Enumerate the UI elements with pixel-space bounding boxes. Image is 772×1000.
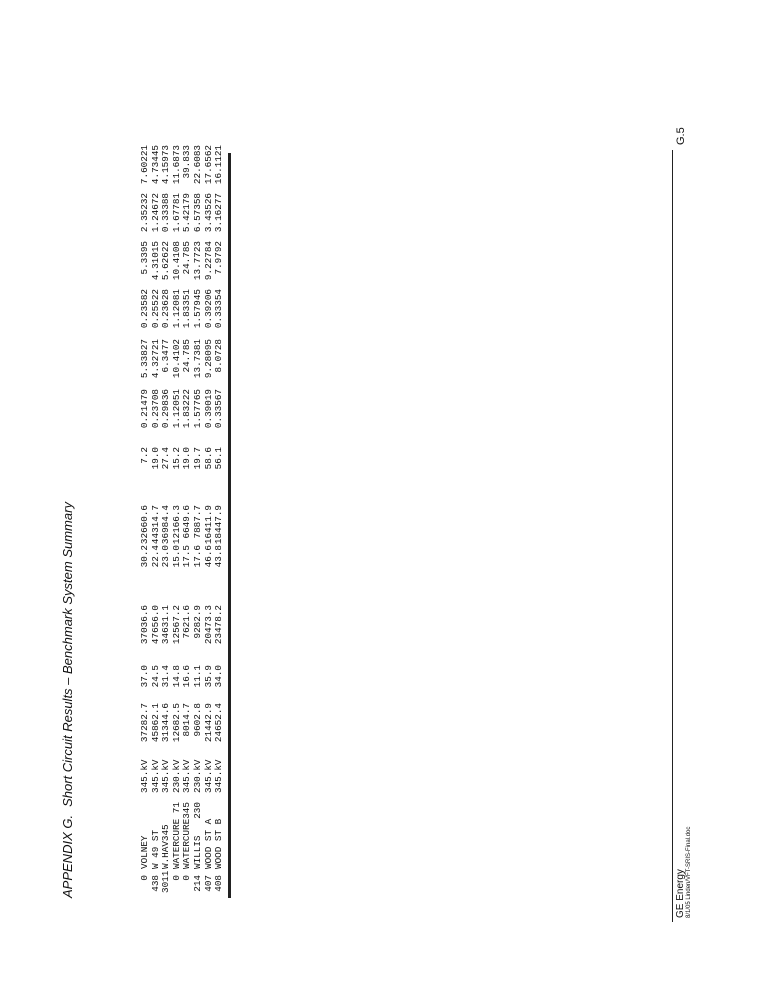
table-cell: 36984.4 (160, 505, 172, 545)
table-cell: 1.67781 (170, 193, 182, 233)
table-cell: 44314.7 (149, 505, 161, 545)
table-row (193, 145, 204, 893)
table-cell: 18447.9 (213, 505, 225, 545)
page-number: G.5 (675, 127, 687, 145)
table-cell: 16.6 (181, 665, 193, 688)
table-cell: 37282.7 (139, 703, 150, 743)
table-cell: 7.60221 (139, 145, 150, 185)
short-circuit-table (140, 145, 225, 893)
table-cell: 0.33354 (213, 289, 225, 329)
table-cell: 23.0 (160, 545, 172, 568)
table-cell: 6649.6 (181, 505, 193, 539)
table-cell: 14.8 (170, 665, 182, 688)
table-cell: 4.31015 (149, 241, 161, 281)
table-cell: 19.0 (181, 447, 193, 470)
table-cell: 4.73445 (149, 145, 161, 185)
table-cell: 3011 (160, 870, 172, 893)
table-cell: 22.6083 (191, 145, 203, 185)
table-cell: 1.57765 (191, 389, 203, 429)
table-cell: 0.21479 (139, 389, 150, 429)
table-cell: 43.8 (213, 545, 225, 568)
table-cell: 0.39206 (202, 289, 214, 329)
table-cell: WILLIS 230 (191, 802, 203, 869)
appendix-label: APPENDIX G. (60, 814, 75, 898)
table-cell: 8014.7 (181, 703, 193, 737)
table-cell: 24.5 (149, 665, 161, 688)
table-cell: WOOD ST B (213, 818, 225, 869)
table-cell: 32660.6 (139, 505, 150, 545)
table-cell: 8.0728 (213, 339, 225, 373)
table-cell: 0.25522 (149, 289, 161, 329)
table-cell: 20473.3 (202, 605, 214, 645)
table-cell: 17.6562 (202, 145, 214, 185)
table-cell: 7.2 (139, 447, 150, 464)
table-cell: 0.23628 (160, 289, 172, 329)
table-cell: 34631.1 (160, 605, 172, 645)
table-cell: WATERCURE345 (181, 802, 193, 869)
table-cell: W.HAV345 (160, 824, 172, 869)
table-cell: 3.43526 (202, 193, 214, 233)
table-cell: 24.785 (181, 339, 193, 373)
table-cell: 0 (170, 875, 182, 881)
table-cell: 0.23582 (139, 289, 150, 329)
table-cell: 15.0 (170, 545, 182, 568)
table-cell: 345.kV (139, 759, 150, 793)
table-cell: W 49 ST (149, 829, 161, 869)
table-cell: 56.1 (213, 447, 225, 470)
table-cell: 12682.5 (170, 703, 182, 743)
table-cell: 0 (181, 875, 193, 881)
table-cell: 22.4 (149, 545, 161, 568)
table-cell: 37036.6 (139, 605, 150, 645)
table-cell: 7887.7 (191, 505, 203, 539)
table-cell: 11.6873 (170, 145, 182, 185)
table-cell: 11.1 (191, 665, 203, 688)
table-cell: 408 (213, 875, 225, 892)
table-cell: 37.0 (139, 665, 150, 688)
table-cell: 214 (191, 875, 203, 892)
table-cell: 47656.0 (149, 605, 161, 645)
table-cell: 45862.1 (149, 703, 161, 743)
table-cell: 15.2 (170, 447, 182, 470)
footer-file-path: 8/1/05 Linden/VFT-SRIS-Final.doc (686, 826, 692, 918)
table-cell: 9.28095 (202, 339, 214, 379)
table-cell: 1.83351 (181, 289, 193, 329)
table-cell: 31344.6 (160, 703, 172, 743)
table-cell: 13.7723 (191, 241, 203, 281)
table-cell: 16.1121 (213, 145, 225, 185)
table-cell: 19.0 (149, 447, 161, 470)
table-cell: 230.kV (170, 759, 182, 793)
table-cell: 5.3395 (139, 241, 150, 275)
footer-company: GE Energy (675, 869, 686, 918)
table-cell: 0.33388 (160, 193, 172, 233)
table-cell: 21442.9 (202, 703, 214, 743)
table-cell: 438 (149, 875, 161, 892)
table-cell: 7621.6 (181, 605, 193, 639)
table-cell: 10.4102 (170, 339, 182, 379)
table-cell: 1.83222 (181, 389, 193, 429)
table-cell: 345.kV (160, 759, 172, 793)
table-cell: 31.4 (160, 665, 172, 688)
table-cell: 7.9792 (213, 241, 225, 275)
table-cell: 30.2 (139, 545, 150, 568)
table-cell: 0.33567 (213, 389, 225, 429)
table-cell: 13.7381 (191, 339, 203, 379)
table-cell: 345.kV (149, 759, 161, 793)
table-cell: WOOD ST A (202, 818, 214, 869)
footer-rule (672, 150, 673, 922)
table-cell: 0.23708 (149, 389, 161, 429)
table-row (140, 145, 151, 893)
table-cell: 12166.3 (170, 505, 182, 545)
table-row (214, 145, 225, 893)
table-cell: 4.15973 (160, 145, 172, 185)
table-cell: 17.6 (191, 545, 203, 568)
table-cell: 345.kV (202, 759, 214, 793)
table-cell: 19.7 (191, 447, 203, 470)
table-cell: 345.kV (181, 759, 193, 793)
table-cell: 6.57358 (191, 193, 203, 233)
footer-left (675, 827, 693, 918)
table-cell: 0.29836 (160, 389, 172, 429)
table-cell: 35.9 (202, 665, 214, 688)
table-cell: 9.22784 (202, 241, 214, 281)
table-cell: 1.12051 (170, 389, 182, 429)
table-bottom-rule (228, 153, 231, 898)
table-cell: 17.5 (181, 545, 193, 568)
table-cell: 0 (139, 875, 150, 881)
table-cell: 39.833 (181, 145, 193, 179)
table-cell: 10.4108 (170, 241, 182, 281)
table-cell: 230.kV (191, 759, 203, 793)
table-cell: 9602.8 (191, 703, 203, 737)
table-cell: 2.35232 (139, 193, 150, 233)
table-cell: 5.42179 (181, 193, 193, 233)
table-cell: 5.62622 (160, 241, 172, 281)
table-cell: 24652.4 (213, 703, 225, 743)
table-cell: 24.785 (181, 241, 193, 275)
table-cell: VOLNEY (139, 835, 150, 869)
table-cell: 46.6 (202, 545, 214, 568)
table-cell: 1.12081 (170, 289, 182, 329)
table-cell: 6.3477 (160, 339, 172, 373)
table-cell: 58.6 (202, 447, 214, 470)
table-cell: 34.0 (213, 665, 225, 688)
table-cell: 23478.2 (213, 605, 225, 645)
page-title (60, 502, 75, 898)
table-cell: WATERCURE 71 (170, 802, 182, 869)
table-cell: 16411.9 (202, 505, 214, 545)
table-cell: 407 (202, 875, 214, 892)
table-cell: 9282.9 (191, 605, 203, 639)
page-title-text: Short Circuit Results – Benchmark System Summary (60, 502, 75, 807)
table-cell: 27.4 (160, 447, 172, 470)
table-cell: 1.24672 (149, 193, 161, 233)
table-cell: 1.57945 (191, 289, 203, 329)
table-cell: 345.kV (213, 759, 225, 793)
table-cell: 12567.2 (170, 605, 182, 645)
table-cell: 4.32721 (149, 339, 161, 379)
table-cell: 3.16277 (213, 193, 225, 233)
table-cell: 0.39019 (202, 389, 214, 429)
table-cell: 5.33827 (139, 339, 150, 379)
